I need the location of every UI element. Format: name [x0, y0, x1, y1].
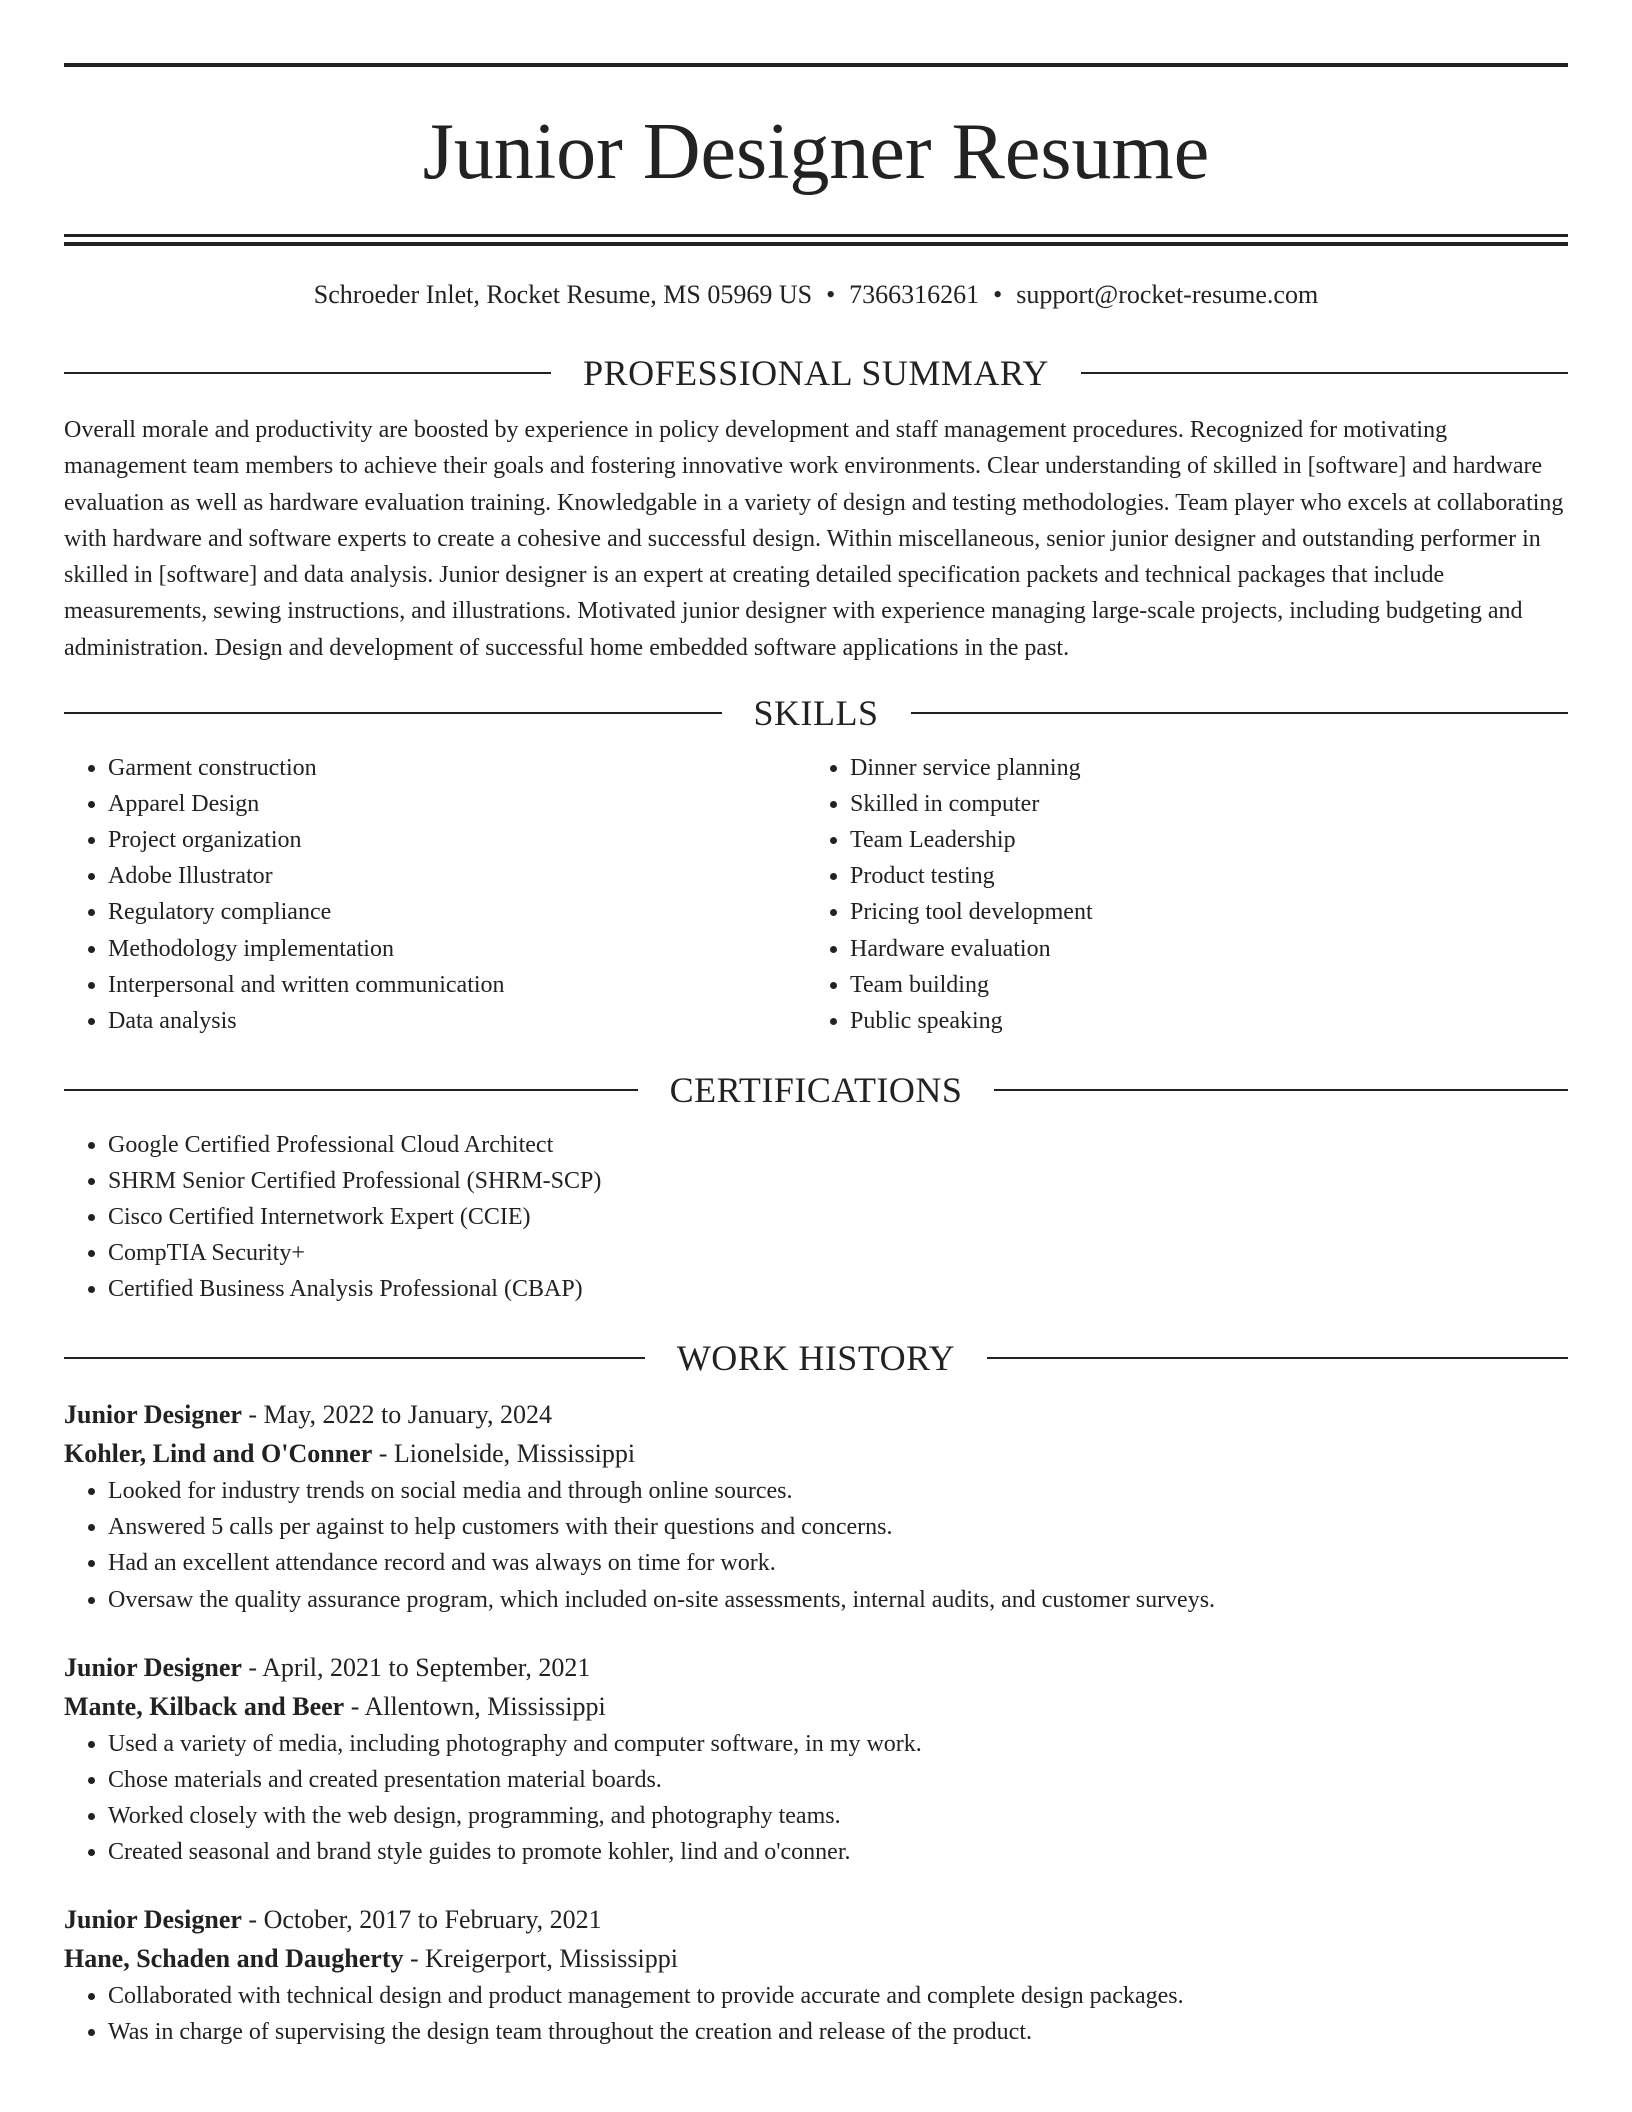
job-duty-item: • Answered 5 calls per against to help customers with their questions and concerns.	[108, 1509, 1568, 1545]
certifications-bullets	[64, 1127, 1568, 1307]
job-duty-item: • Chose materials and created presentation material boards.	[108, 1762, 1568, 1798]
job-duties-list	[64, 1473, 1568, 1617]
skill-item: • Hardware evaluation	[850, 931, 1548, 967]
certification-item: • Cisco Certified Internetwork Expert (CCIE)	[108, 1199, 1568, 1235]
job-entry	[64, 1395, 1568, 1617]
job-location: - Lionelside, Mississippi	[372, 1439, 636, 1469]
skill-item: • Skilled in computer	[850, 786, 1548, 822]
title-double-rule	[64, 234, 1568, 246]
contact-phone: 7366316261	[849, 280, 980, 309]
summary-paragraph: Overall morale and productivity are boosted by experience in policy development and staff management procedures. Recognized for motivating management team members to achieve their goals and fostering innovative work environments. Clear understanding of skilled in [software] and hardware evaluation as well as hardware evaluation training. Knowledgable in a variety of design and testing methodologies. Team player who excels at collaborating with hardware and software experts to create a cohesive and successful design. Within miscellaneous, senior junior designer and outstanding performer in skilled in [software] and data analysis. Junior designer is an expert at creating detailed specification packets and technical packages that include measurements, sewing instructions, and illustrations. Motivated junior designer with experience managing large-scale projects, including budgeting and administration. Design and development of successful home embedded software applications in the past.	[64, 417, 1564, 661]
certification-item: • Google Certified Professional Cloud Architect	[108, 1127, 1568, 1163]
job-duty-item: • Used a variety of media, including photography and computer software, in my work.	[108, 1726, 1568, 1762]
certifications-list	[64, 1127, 1568, 1307]
contact-address: Schroeder Inlet, Rocket Resume, MS 05969 US	[313, 280, 813, 309]
job-title-line	[64, 1395, 1568, 1434]
contact-email: support@rocket-resume.com	[1016, 280, 1319, 309]
certification-item: • CompTIA Security+	[108, 1235, 1568, 1271]
skill-item: • Team Leadership	[850, 822, 1548, 858]
job-company-line	[64, 1434, 1568, 1473]
section-header-certifications	[64, 1069, 1568, 1111]
section-rule-left	[64, 1089, 638, 1091]
job-dates: - May, 2022 to January, 2024	[241, 1400, 552, 1430]
job-dates: - October, 2017 to February, 2021	[241, 1905, 602, 1935]
top-rule	[64, 63, 1568, 67]
job-duty-item: • Oversaw the quality assurance program, which included on-site assessments, internal audits, and customer surveys.	[108, 1582, 1568, 1618]
job-duties-list	[64, 1978, 1568, 2050]
section-header-summary	[64, 352, 1568, 394]
job-title: Junior Designer	[64, 1652, 242, 1682]
section-rule-right	[994, 1089, 1568, 1091]
skill-item: • Project organization	[108, 822, 806, 858]
skills-column-left	[64, 750, 806, 1039]
job-company: Kohler, Lind and O'Conner	[64, 1439, 373, 1469]
section-title-work: WORK HISTORY	[676, 1338, 956, 1379]
job-location: - Kreigerport, Mississippi	[403, 1944, 678, 1974]
skill-item: • Dinner service planning	[850, 750, 1548, 786]
contact-line	[64, 278, 1568, 312]
skills-left-list	[64, 750, 806, 1039]
skill-item: • Regulatory compliance	[108, 894, 806, 930]
job-title: Junior Designer	[64, 1905, 242, 1935]
job-title: Junior Designer	[64, 1400, 242, 1430]
job-entry	[64, 1648, 1568, 1870]
section-rule-right	[987, 1357, 1568, 1359]
skill-item: • Methodology implementation	[108, 931, 806, 967]
contact-separator: •	[993, 280, 1003, 309]
certification-item: • Certified Business Analysis Professional (CBAP)	[108, 1271, 1568, 1307]
skill-item: • Data analysis	[108, 1003, 806, 1039]
job-duty-item: • Created seasonal and brand style guides to promote kohler, lind and o'conner.	[108, 1834, 1568, 1870]
job-entry	[64, 1900, 1568, 2050]
section-rule-right	[1081, 372, 1568, 374]
skills-right-list	[806, 750, 1548, 1039]
job-spacer	[64, 1870, 1568, 1900]
skill-item: • Adobe Illustrator	[108, 858, 806, 894]
section-title-certifications: CERTIFICATIONS	[669, 1069, 963, 1110]
job-company: Hane, Schaden and Daugherty	[64, 1944, 404, 1974]
job-spacer	[64, 1618, 1568, 1648]
skill-item: • Interpersonal and written communication	[108, 967, 806, 1003]
section-title-skills: SKILLS	[753, 693, 879, 734]
skills-column-right	[806, 750, 1548, 1039]
job-duties-list	[64, 1726, 1568, 1870]
skill-item: • Public speaking	[850, 1003, 1548, 1039]
job-duty-item: • Had an excellent attendance record and was always on time for work.	[108, 1545, 1568, 1581]
skill-item: • Product testing	[850, 858, 1548, 894]
resume-page	[64, 0, 1568, 2050]
section-header-skills	[64, 692, 1568, 734]
skill-item: • Pricing tool development	[850, 894, 1548, 930]
job-location: - Allentown, Mississippi	[344, 1691, 606, 1721]
contact-separator: •	[826, 280, 836, 309]
section-title-summary: PROFESSIONAL SUMMARY	[583, 353, 1049, 393]
job-company-line	[64, 1939, 1568, 1978]
job-title-line	[64, 1900, 1568, 1939]
section-rule-left	[64, 372, 551, 374]
job-duty-item: • Looked for industry trends on social media and through online sources.	[108, 1473, 1568, 1509]
section-rule-left	[64, 1357, 645, 1359]
section-header-work	[64, 1337, 1568, 1379]
job-company: Mante, Kilback and Beer	[64, 1691, 345, 1721]
job-duty-item: • Was in charge of supervising the design team throughout the creation and release of the product.	[108, 2014, 1568, 2050]
work-history-list	[64, 1395, 1568, 2050]
page-title: Junior Designer Resume	[422, 108, 1210, 196]
job-duty-item: • Collaborated with technical design and product management to provide accurate and complete design packages.	[108, 1978, 1568, 2014]
skill-item: • Apparel Design	[108, 786, 806, 822]
certification-item: • SHRM Senior Certified Professional (SHRM-SCP)	[108, 1163, 1568, 1199]
section-rule-right	[911, 712, 1569, 714]
job-duty-item: • Worked closely with the web design, programming, and photography teams.	[108, 1798, 1568, 1834]
job-dates: - April, 2021 to September, 2021	[241, 1652, 591, 1682]
skills-list	[64, 750, 1568, 1039]
skill-item: • Garment construction	[108, 750, 806, 786]
section-rule-left	[64, 712, 722, 714]
job-company-line	[64, 1687, 1568, 1726]
skill-item: • Team building	[850, 967, 1548, 1003]
job-title-line	[64, 1648, 1568, 1687]
